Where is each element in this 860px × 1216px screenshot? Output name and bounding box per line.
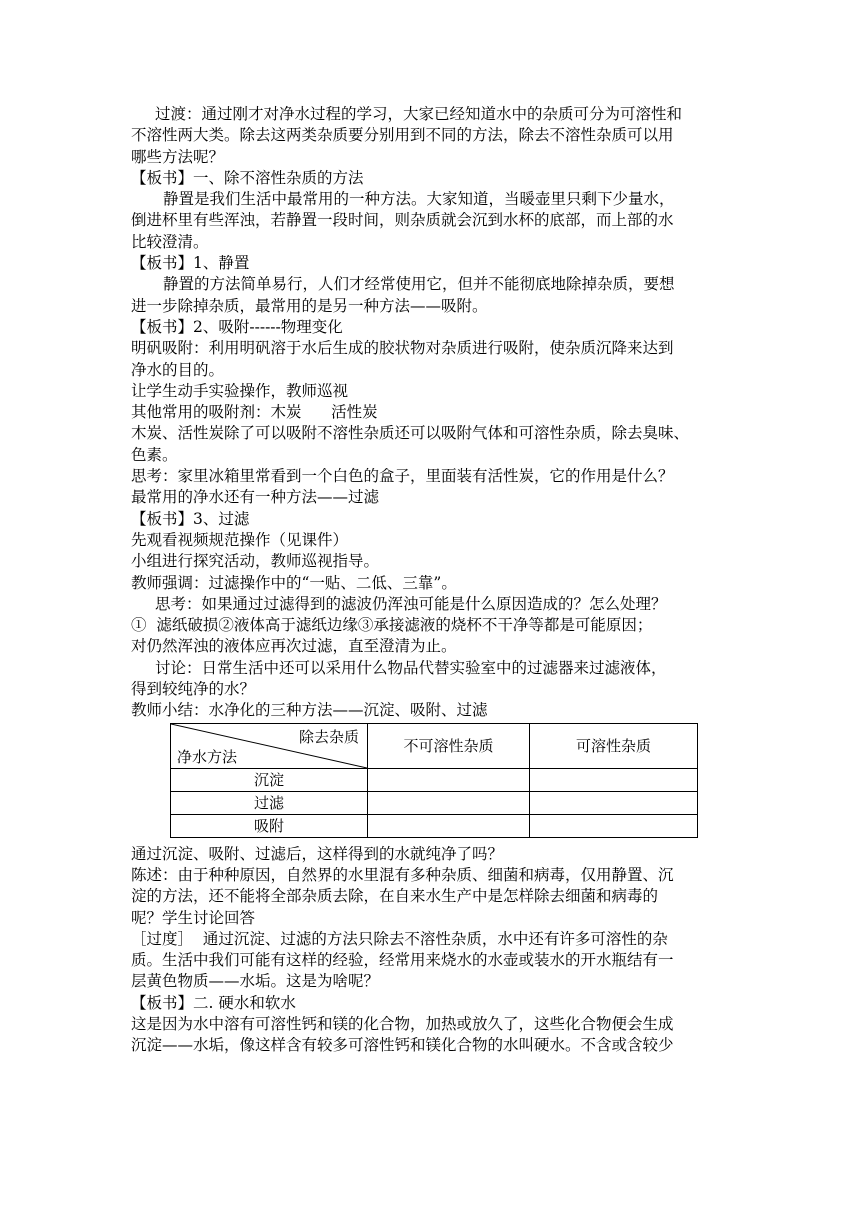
board-heading: 【板书】二. 硬水和软水 — [131, 993, 296, 1012]
table-cell — [368, 768, 530, 791]
paragraph-line: 层黄色物质——水垢。这是为啥呢？ — [131, 972, 380, 991]
paragraph-line: 倒进杯里有些浑浊，若静置一段时间，则杂质就会沉到水杯的底部，而上部的水 — [131, 211, 674, 230]
table-cell — [368, 791, 530, 814]
paragraph-line: 静置的方法简单易行，人们才经常使用它，但并不能彻底地除掉杂质，要想 — [163, 275, 675, 294]
table-row — [171, 768, 698, 791]
paragraph-line: 教师小结：水净化的三种方法——沉淀、吸附、过滤 — [131, 701, 488, 720]
purification-table — [170, 723, 698, 838]
paragraph-line: ［过度］ 通过沉淀、过滤的方法只除去不溶性杂质，水中还有许多可溶性的杂 — [131, 929, 668, 948]
paragraph-line: 这是因为水中溶有可溶性钙和镁的化合物，加热或放久了，这些化合物便会生成 — [131, 1014, 674, 1033]
row-label: 过滤 — [171, 791, 368, 814]
paragraph-line: 小组进行探究活动，教师巡视指导。 — [131, 552, 380, 571]
table-row — [171, 814, 698, 837]
paragraph-line: 沉淀——水垢，像这样含有较多可溶性钙和镁化合物的水叫硬水。不含或含较少 — [131, 1036, 674, 1055]
board-heading: 【板书】一、除不溶性杂质的方法 — [131, 168, 364, 187]
paragraph-line: 得到较纯净的水？ — [131, 680, 256, 699]
paragraph-line: 淀的方法，还不能将全部杂质去除，在自来水生产中是怎样除去细菌和病毒的 — [131, 887, 659, 906]
paragraph-line: 思考：如果通过过滤得到的滤波仍浑浊可能是什么原因造成的？怎么处理？ — [155, 594, 667, 613]
paragraph-line: 讨论：日常生活中还可以采用什么物品代替实验室中的过滤器来过滤液体， — [155, 658, 667, 677]
column-header-insoluble: 不可溶性杂质 — [368, 723, 530, 768]
paragraph-line: ① 滤纸破损②液体高于滤纸边缘③承接滤液的烧杯不干净等都是可能原因； — [131, 616, 653, 635]
header-top-right: 除去杂质 — [298, 727, 359, 746]
paragraph-line: 色素。 — [131, 445, 178, 464]
table-cell — [530, 768, 698, 791]
paragraph-line: 木炭、活性炭除了可以吸附不溶性杂质还可以吸附气体和可溶性杂质，除去臭味、 — [131, 424, 690, 443]
document-page — [131, 104, 731, 1057]
paragraph-line: 哪些方法呢？ — [131, 147, 225, 166]
table-cell — [368, 814, 530, 837]
paragraph-line: 呢？学生讨论回答 — [131, 908, 256, 927]
table-cell — [530, 814, 698, 837]
paragraph-line: 教师强调：过滤操作中的“一贴、二低、三靠”。 — [131, 573, 457, 592]
paragraph-line: 最常用的净水还有一种方法——过滤 — [131, 488, 380, 507]
paragraph-line: 通过沉淀、吸附、过滤后，这样得到的水就纯净了吗？ — [131, 844, 504, 863]
paragraph-line: 对仍然浑浊的液体应再次过滤，直至澄清为止。 — [131, 637, 457, 656]
paragraph-line: 不溶性两大类。除去这两类杂质要分别用到不同的方法，除去不溶性杂质可以用 — [131, 126, 674, 145]
paragraph-line: 思考：家里冰箱里常看到一个白色的盒子，里面装有活性炭，它的作用是什么？ — [131, 467, 674, 486]
paragraph-line: 陈述：由于种种原因，自然界的水里混有多种杂质、细菌和病毒，仅用静置、沉 — [131, 865, 674, 884]
table-row — [171, 791, 698, 814]
column-header-soluble: 可溶性杂质 — [530, 723, 698, 768]
row-label: 吸附 — [171, 814, 368, 837]
board-heading: 【板书】2、吸附------物理变化 — [131, 317, 343, 336]
paragraph-line: 明矾吸附：利用明矾溶于水后生成的胶状物对杂质进行吸附，使杂质沉降来达到 — [131, 339, 674, 358]
diagonal-header-cell — [171, 723, 368, 768]
header-bottom-left: 净水方法 — [177, 747, 238, 766]
table-cell — [530, 791, 698, 814]
paragraph-line: 先观看视频规范操作（见课件） — [131, 530, 349, 549]
row-label: 沉淀 — [171, 768, 368, 791]
paragraph-line: 过渡：通过刚才对净水过程的学习，大家已经知道水中的杂质可分为可溶性和 — [155, 105, 683, 123]
board-heading: 【板书】3、过滤 — [131, 509, 250, 528]
paragraph-line: 净水的目的。 — [131, 360, 225, 379]
paragraph-line: 静置是我们生活中最常用的一种方法。大家知道，当暖壶里只剩下少量水， — [163, 190, 675, 209]
paragraph-line: 比较澄清。 — [131, 232, 209, 251]
paragraph-line: 质。生活中我们可能有这样的经验，经常用来烧水的水壶或装水的开水瓶结有一 — [131, 951, 674, 970]
table-wrapper — [131, 722, 731, 844]
paragraph-line: 其他常用的吸附剂：木炭 活性炭 — [131, 403, 378, 422]
board-heading: 【板书】1、静置 — [131, 254, 250, 273]
table-header-row — [171, 723, 698, 768]
paragraph-line: 进一步除掉杂质，最常用的是另一种方法——吸附。 — [131, 296, 488, 315]
paragraph-line: 让学生动手实验操作，教师巡视 — [131, 381, 349, 400]
